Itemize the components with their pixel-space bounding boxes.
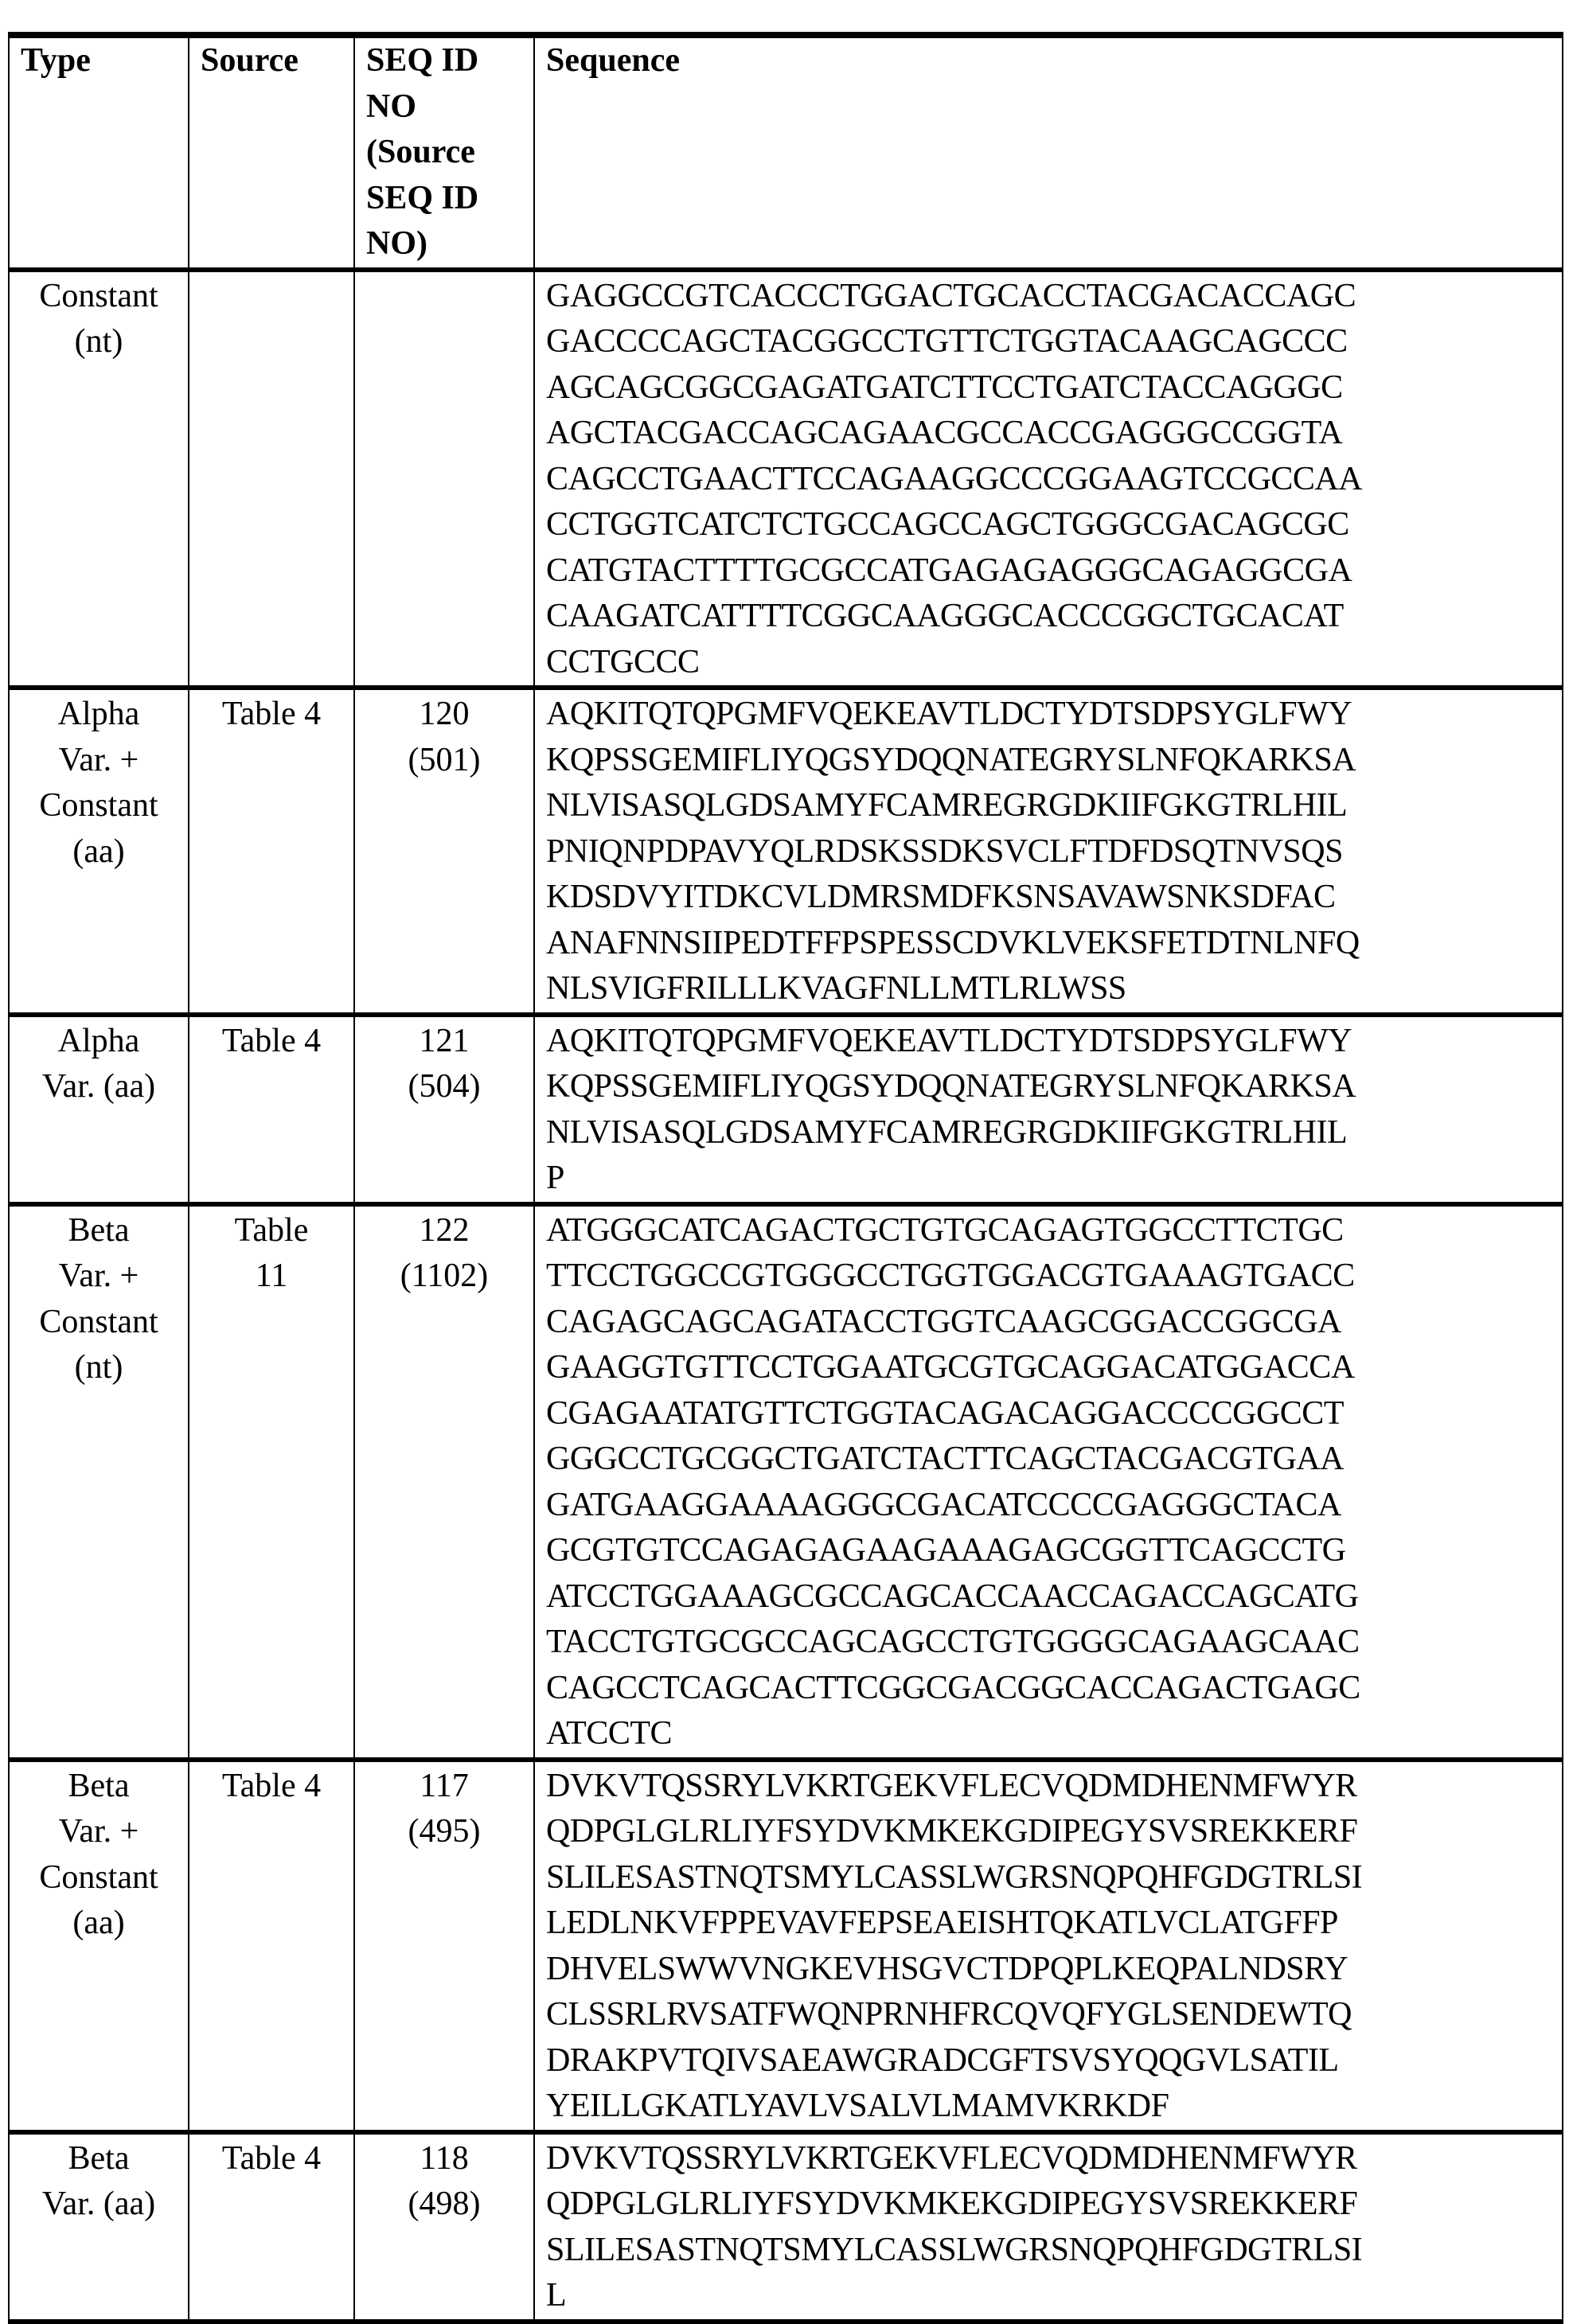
cell-sequence-line: AGCTACGACCAGCAGAACGCCACCGAGGGCCGGTA bbox=[546, 415, 1343, 451]
cell-type-line: Var. + bbox=[58, 1813, 139, 1850]
cell-source bbox=[189, 688, 354, 1015]
cell-sequence-line: DVKVTQSSRYLVKRTGEKVFLECVQDMDHENMFWYR bbox=[546, 2139, 1357, 2177]
cell-type-line: Beta bbox=[68, 2139, 130, 2177]
cell-sequence bbox=[534, 2132, 1563, 2322]
cell-sequence-line: CCTGCCC bbox=[546, 643, 700, 680]
cell-type-line: Constant bbox=[39, 1303, 158, 1340]
cell-type-line: Var. + bbox=[58, 1258, 139, 1294]
cell-sequence-line: ATGGGCATCAGACTGCTGTGCAGAGTGGCCTTCTGC bbox=[546, 1211, 1344, 1249]
cell-sequence-line: DHVELSWWVNGKEVHSGVCTDPQPLKEQPALNDSRY bbox=[546, 1950, 1348, 1987]
cell-sequence-line: GAAGGTGTTCCTGGAATGCGTGCAGGACATGGACCA bbox=[546, 1349, 1355, 1386]
cell-sequence-line: CATGTACTTTTGCGCCATGAGAGAGGGCAGAGGCGA bbox=[546, 552, 1352, 589]
cell-sequence-line: AGCAGCGGCGAGATGATCTTCCTGATCTACCAGGGC bbox=[546, 368, 1343, 406]
cell-sequence-line: TACCTGTGCGCCAGCAGCCTGTGGGGCAGAAGCAAC bbox=[546, 1624, 1360, 1660]
cell-seq-id-line: 121 bbox=[419, 1022, 470, 1059]
cell-sequence-line: KDSDVYITDKCVLDMRSMDFKSNSAVAWSNKSDFAC bbox=[546, 879, 1336, 915]
cell-type bbox=[9, 1204, 189, 1760]
table-row bbox=[9, 1760, 1563, 2132]
cell-type-line: Var. + bbox=[58, 741, 139, 778]
cell-type bbox=[9, 270, 189, 688]
cell-seq-id-line: 117 bbox=[420, 1767, 469, 1804]
cell-sequence bbox=[534, 1760, 1563, 2132]
cell-type-line: Beta bbox=[68, 1767, 130, 1804]
cell-sequence-line: NLVISASQLGDSAMYFCAMREGRGDKIIFGKGTRLHIL bbox=[546, 1113, 1348, 1151]
cell-seq-id-line: (504) bbox=[408, 1068, 481, 1105]
cell-sequence-line: DVKVTQSSRYLVKRTGEKVFLECVQDMDHENMFWYR bbox=[546, 1767, 1357, 1804]
cell-seq-id-line: (498) bbox=[408, 2186, 481, 2222]
cell-type bbox=[9, 1760, 189, 2132]
cell-sequence-line: ATCCTGGAAAGCGCCAGCACCAACCAGACCAGCATG bbox=[546, 1577, 1359, 1615]
cell-type-line: Var. (aa) bbox=[41, 2186, 156, 2222]
header-seq-id-line: NO bbox=[366, 88, 416, 125]
cell-source-line: Table bbox=[234, 1211, 309, 1249]
cell-seq-id-line: (495) bbox=[408, 1813, 481, 1850]
header-seq-id-line: SEQ ID bbox=[366, 42, 479, 79]
cell-sequence-line: NLSVIGFRILLLKVAGFNLLMTLRLWSS bbox=[546, 970, 1126, 1007]
cell-seq-id bbox=[354, 1015, 534, 1204]
cell-sequence-line: TTCCTGGCCGTGGGCCTGGTGGACGTGAAAGTGACC bbox=[546, 1258, 1355, 1294]
table-row bbox=[9, 270, 1563, 688]
cell-seq-id-line: (1102) bbox=[400, 1258, 489, 1294]
header-sequence: Sequence bbox=[534, 35, 1563, 270]
cell-sequence bbox=[534, 688, 1563, 1015]
header-seq-id-line: NO) bbox=[366, 225, 427, 262]
cell-sequence-line: ATCCTC bbox=[546, 1715, 673, 1752]
table-row bbox=[9, 2132, 1563, 2322]
cell-sequence-line: CCTGGTCATCTCTGCCAGCCAGCTGGGCGACAGCGC bbox=[546, 506, 1349, 543]
cell-sequence-line: SLILESASTNQTSMYLCASSLWGRSNQPQHFGDGTRLSI bbox=[546, 1858, 1363, 1896]
cell-type-line: (aa) bbox=[72, 1905, 125, 1941]
cell-type-line: Constant bbox=[39, 277, 158, 314]
cell-sequence-line: GCGTGTCCAGAGAGAAGAAAGAGCGGTTCAGCCTG bbox=[546, 1532, 1346, 1569]
cell-sequence-line: ANAFNNSIIPEDTFFPSPESSCDVKLVEKSFETDTNLNFQ bbox=[546, 924, 1360, 961]
cell-seq-id bbox=[354, 270, 534, 688]
table-body bbox=[9, 270, 1563, 2322]
cell-type bbox=[9, 2132, 189, 2322]
sequence-table bbox=[8, 32, 1563, 2324]
cell-seq-id-line: 122 bbox=[419, 1211, 470, 1249]
cell-sequence-line: CAGCCTGAACTTCCAGAAGGCCCGGAAGTCCGCCAA bbox=[546, 460, 1363, 497]
cell-sequence-line: CAAGATCATTTTCGGCAAGGGCACCCGGCTGCACAT bbox=[546, 598, 1344, 634]
cell-sequence-line: P bbox=[546, 1160, 564, 1196]
cell-sequence-line: DRAKPVTQIVSAEAWGRADCGFTSVSYQQGVLSATIL bbox=[546, 2041, 1339, 2079]
cell-seq-id bbox=[354, 688, 534, 1015]
cell-source bbox=[189, 2132, 354, 2322]
cell-type-line: Constant bbox=[39, 1858, 158, 1896]
cell-type-line: (nt) bbox=[74, 1349, 123, 1386]
cell-source-line: Table 4 bbox=[221, 2139, 322, 2177]
cell-seq-id-line: (501) bbox=[408, 741, 481, 778]
cell-sequence-line: KQPSSGEMIFLIYQGSYDQQNATEGRYSLNFQKARKSA bbox=[546, 1068, 1356, 1105]
cell-type-line: (aa) bbox=[72, 833, 125, 870]
cell-sequence-line: CLSSRLRVSATFWQNPRNHFRCQVQFYGLSENDEWTQ bbox=[546, 1996, 1352, 2033]
header-type: Type bbox=[9, 35, 189, 270]
table-row bbox=[9, 1204, 1563, 1760]
cell-type-line: (nt) bbox=[74, 323, 123, 360]
cell-sequence-line: PNIQNPDPAVYQLRDSKSSDKSVCLFTDFDSQTNVSQS bbox=[546, 833, 1343, 870]
header-row bbox=[9, 35, 1563, 270]
cell-type-line: Beta bbox=[68, 1211, 130, 1249]
cell-sequence-line: QDPGLGLRLIYFSYDVKMKEKGDIPEGYSVSREKKERF bbox=[546, 2186, 1358, 2222]
cell-sequence-line: CAGAGCAGCAGATACCTGGTCAAGCGGACCGGCGA bbox=[546, 1303, 1341, 1340]
cell-source-line: Table 4 bbox=[221, 696, 322, 732]
cell-source-line: Table 4 bbox=[221, 1767, 322, 1804]
cell-source-line: 11 bbox=[255, 1258, 288, 1294]
cell-sequence-line: LEDLNKVFPPEVAVFEPSEAEISHTQKATLVCLATGFFP bbox=[546, 1905, 1338, 1941]
header-seq-id-line: (Source bbox=[366, 134, 475, 170]
header-seq-id bbox=[354, 35, 534, 270]
cell-type-line: Var. (aa) bbox=[41, 1068, 156, 1105]
cell-type-line: Alpha bbox=[57, 696, 140, 732]
cell-sequence-line: AQKITQTQPGMFVQEKEAVTLDCTYDTSDPSYGLFWY bbox=[546, 1022, 1352, 1059]
cell-sequence-line: SLILESASTNQTSMYLCASSLWGRSNQPQHFGDGTRLSI bbox=[546, 2231, 1363, 2268]
table-row bbox=[9, 1015, 1563, 1204]
cell-sequence-line: QDPGLGLRLIYFSYDVKMKEKGDIPEGYSVSREKKERF bbox=[546, 1813, 1358, 1850]
cell-sequence bbox=[534, 1015, 1563, 1204]
cell-sequence-line: CGAGAATATGTTCTGGTACAGACAGGACCCCGGCCT bbox=[546, 1394, 1344, 1432]
cell-sequence bbox=[534, 1204, 1563, 1760]
cell-source bbox=[189, 270, 354, 688]
cell-source bbox=[189, 1760, 354, 2132]
cell-sequence-line: GGGCCTGCGGCTGATCTACTTCAGCTACGACGTGAA bbox=[546, 1441, 1344, 1477]
cell-sequence-line: NLVISASQLGDSAMYFCAMREGRGDKIIFGKGTRLHIL bbox=[546, 787, 1348, 824]
cell-source-line: Table 4 bbox=[221, 1022, 322, 1059]
cell-sequence-line: AQKITQTQPGMFVQEKEAVTLDCTYDTSDPSYGLFWY bbox=[546, 696, 1352, 732]
cell-sequence-line: GACCCCAGCTACGGCCTGTTCTGGTACAAGCAGCCC bbox=[546, 323, 1348, 360]
cell-sequence-line: GAGGCCGTCACCCTGGACTGCACCTACGACACCAGC bbox=[546, 277, 1356, 314]
cell-sequence-line: KQPSSGEMIFLIYQGSYDQQNATEGRYSLNFQKARKSA bbox=[546, 741, 1356, 778]
cell-sequence-line: L bbox=[546, 2277, 567, 2314]
cell-source bbox=[189, 1015, 354, 1204]
table-row bbox=[9, 688, 1563, 1015]
cell-sequence-line: CAGCCTCAGCACTTCGGCGACGGCACCAGACTGAGC bbox=[546, 1669, 1360, 1706]
cell-type-line: Constant bbox=[39, 787, 158, 824]
cell-type bbox=[9, 1015, 189, 1204]
cell-seq-id bbox=[354, 1204, 534, 1760]
cell-type bbox=[9, 688, 189, 1015]
cell-sequence-line: GATGAAGGAAAAGGGCGACATCCCCGAGGGCTACA bbox=[546, 1486, 1341, 1523]
cell-sequence-line: YEILLGKATLYAVLVSALVLMAMVKRKDF bbox=[546, 2088, 1169, 2124]
cell-type-line: Alpha bbox=[57, 1022, 140, 1059]
cell-seq-id bbox=[354, 2132, 534, 2322]
cell-seq-id bbox=[354, 1760, 534, 2132]
header-seq-id-line: SEQ ID bbox=[366, 179, 479, 216]
cell-source bbox=[189, 1204, 354, 1760]
cell-seq-id-line: 120 bbox=[419, 696, 470, 732]
cell-sequence bbox=[534, 270, 1563, 688]
header-source: Source bbox=[189, 35, 354, 270]
cell-seq-id-line: 118 bbox=[420, 2139, 469, 2177]
